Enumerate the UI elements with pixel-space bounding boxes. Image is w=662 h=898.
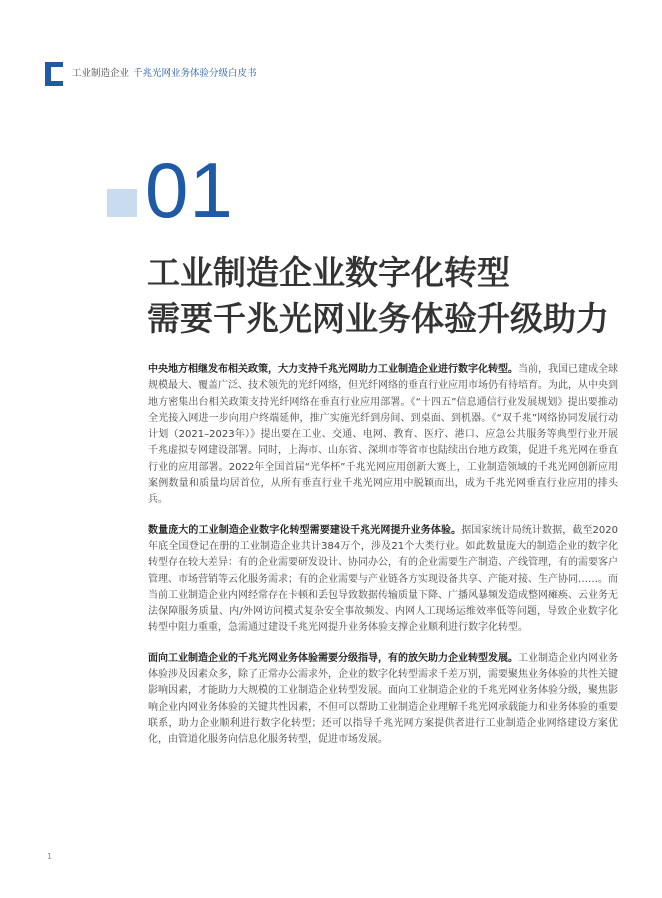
header-company: 工业制造企业 xyxy=(72,68,130,79)
paragraph-lead: 数量庞大的工业制造企业数字化转型需要建设千兆光网提升业务体验。 xyxy=(148,524,462,536)
body-text xyxy=(148,362,618,763)
chapter-decor-square xyxy=(107,189,137,217)
paragraph xyxy=(148,651,618,749)
paragraph-text: 据国家统计局统计数据，截至2020年底全国登记在册的工业制造企业共计384万个，涉及21个大类行业。如此数量庞大的制造企业的数字化转型存在较大差异：有的企业需要研发设计、协同办公，有的企业需要生产制造、产线管理，有的需要客户管理、市场营销等云化服务需求；有的企业需要与产业链各方实现设备共享、产能对接、生产协同……。而当前工业制造企业内网经常存在卡顿和丢包导致数据传输质量下降、广播风暴频发造成整网瘫痪、云业务无法保障服务质量、内/外网访问模式复杂安全事故频发、内网人工现场运维效率低等问题，导致企业数字化转型中阻力重重，急需通过建设千兆光网提升业务体验支撑企业顺利进行数字化转型。 xyxy=(148,524,618,634)
chapter-title-line-1: 工业制造企业数字化转型 xyxy=(147,253,510,292)
paragraph-lead: 面向工业制造企业的千兆光网业务体验需要分级指导，有的放矢助力企业转型发展。 xyxy=(148,652,518,664)
chapter-title-line-2: 需要千兆光网业务体验升级助力 xyxy=(147,299,609,338)
paragraph-text: 工业制造企业内网业务体验涉及因素众多，除了正常办公需求外，企业的数字化转型需求千差万别，需要聚焦业务体验的共性关键影响因素，才能助力大规模的工业制造企业转型发展。面向工业制造企业的千兆光网业务体验分级，聚焦影响企业内网业务体验的关键共性因素，不但可以帮助工业制造企业理解千兆光网承载能力和业务体验的重要联系，助力企业顺利进行数字化转型；还可以指导千兆光网方案提供者进行工业制造企业网络建设方案优化，由管道化服务向信息化服务转型，促进市场发展。 xyxy=(148,652,618,746)
paragraph xyxy=(148,523,618,637)
chapter-number: 01 xyxy=(145,146,234,234)
paragraph-text: 当前，我国已建成全球规模最大、覆盖广泛、技术领先的光纤网络，但光纤网络的垂直行业应用市场仍有待培育。为此，从中央到地方密集出台相关政策支持光纤网络在垂直行业应用部署。《“十四五”信息通信行业发展规划》提出要推动全光接入网进一步向用户终端延伸，推广实施光纤到房间、到桌面、到机器。《“双千兆”网络协同发展行动计划（2021–2023年）》提出要在工业、交通、电网、教育、医疗、港口、应急公共服务等典型行业开展千兆虚拟专网建设部署。同时，上海市、山东省、深圳市等省市也陆续出台地方政策，促进千兆光网在垂直行业的应用部署。2022年全国首届“光华杯”千兆光网应用创新大赛上，工业制造领域的千兆光网创新应用案例数量和质量均居首位，从所有垂直行业千兆光网应用中脱颖而出，成为千兆光网垂直行业应用的排头兵。 xyxy=(148,364,618,506)
header-doc-title: 千兆光网业务体验分级白皮书 xyxy=(133,68,257,79)
page-number: 1 xyxy=(47,852,53,861)
header-text xyxy=(72,67,257,81)
chapter-title xyxy=(147,250,609,342)
paragraph xyxy=(148,362,618,509)
paragraph-lead: 中央地方相继发布相关政策，大力支持千兆光网助力工业制造企业进行数字化转型。 xyxy=(148,364,518,375)
logo-bracket-icon xyxy=(45,62,63,86)
